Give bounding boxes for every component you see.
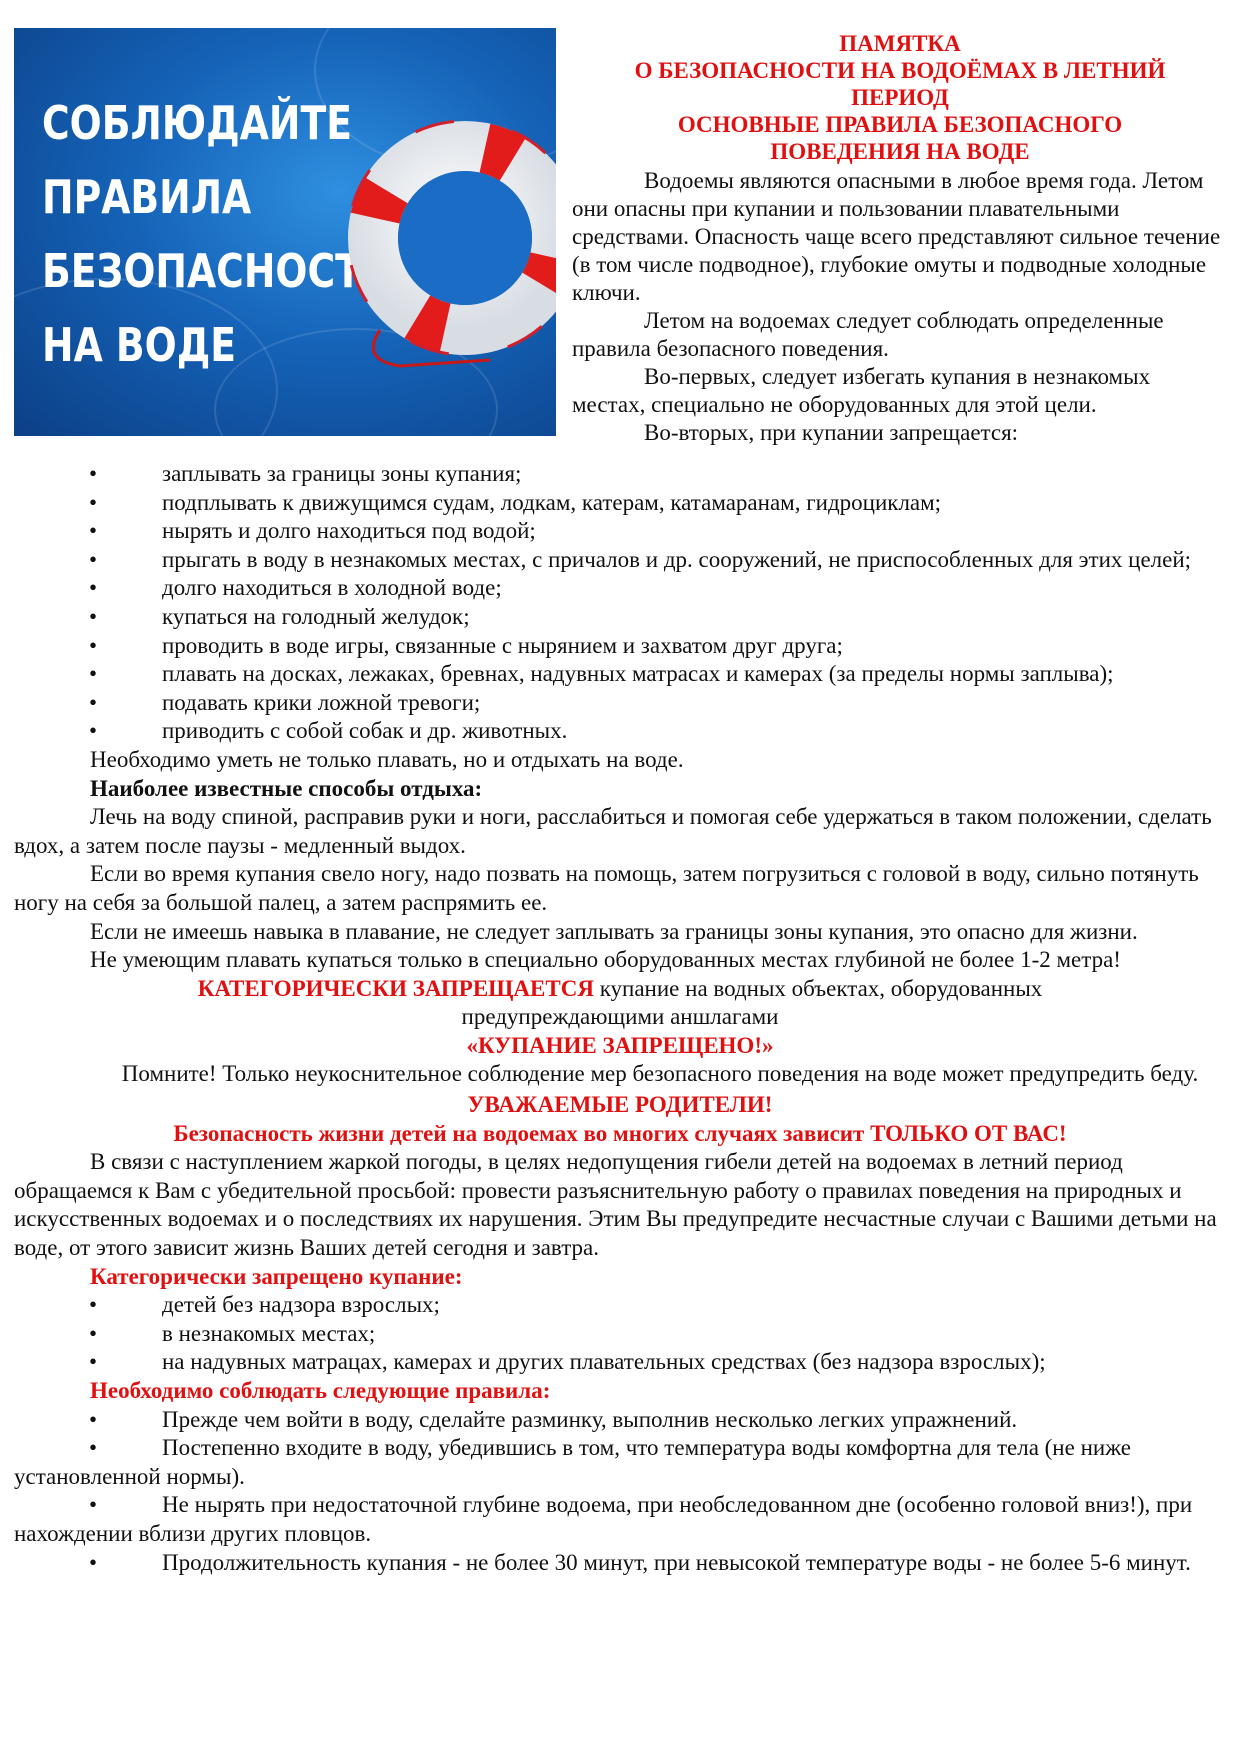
list-item-text: купаться на голодный желудок;	[162, 603, 470, 629]
prohibited-list	[14, 460, 1226, 746]
list-item	[14, 1348, 1226, 1377]
bullet: •	[89, 632, 98, 658]
list-item	[14, 689, 1226, 718]
bullet: •	[89, 1349, 98, 1375]
list-item	[14, 1491, 1226, 1548]
rest-paragraph-3: Если не имеешь навыка в плавание, не следует заплывать за границы зоны купания, это опасно для жизни.	[90, 918, 1138, 944]
rest-paragraph-1: Лечь на воду спиной, расправив руки и ноги, расслабиться и помогая себе удержаться в таком положении, сделать вдох, а затем после паузы - медленный выдох.	[14, 804, 1212, 858]
memo-subtitle-2: ПЕРИОД	[851, 85, 949, 110]
list-item	[14, 546, 1226, 575]
parents-heading: УВАЖАЕМЫЕ РОДИТЕЛИ!	[467, 1092, 773, 1118]
warning-text: купание на водных объектах, оборудованных	[593, 975, 1043, 1001]
bullet: •	[89, 689, 98, 715]
list-item	[14, 717, 1226, 746]
list-item-text: Не нырять при недостаточной глубине водоема, при необследованном дне (особенно головой вниз!), при нахождении вблизи других пловцов.	[14, 1492, 1193, 1546]
banner-line-4: НА ВОДЕ	[42, 318, 237, 372]
banner-line-1: СОБЛЮДАЙТЕ	[42, 96, 352, 150]
intro-paragraph-1: Водоемы являются опасными в любое время года. Летом они опасны при купании и пользовании плавательными средствами. Опасность чаще всего представляют сильное течение (в том числе подводное), глубокие омуты и подводные холодные ключи.	[572, 168, 1221, 305]
forbidden-heading-wrap	[14, 1263, 1226, 1292]
warning-strong: КАТЕГОРИЧЕСКИ ЗАПРЕЩАЕТСЯ	[197, 975, 594, 1001]
no-swimming-sign: «КУПАНИЕ ЗАПРЕЩЕНО!»	[466, 1032, 774, 1058]
parents-subheading: Безопасность жизни детей на водоемах во многих случаях зависит ТОЛЬКО ОТ ВАС!	[173, 1120, 1067, 1146]
list-item-text: на надувных матрацах, камерах и других плавательных средствах (без надзора взрослых);	[162, 1349, 1046, 1375]
intro-paragraph-2: Летом на водоемах следует соблюдать определенные правила безопасного поведения.	[572, 308, 1164, 361]
list-item-text: нырять и долго находиться под водой;	[162, 518, 536, 544]
list-item	[14, 1406, 1226, 1435]
list-item	[14, 603, 1226, 632]
list-item-text: Продолжительность купания - не более 30 минут, при невысокой температуре воды - не более 5-6 минут.	[162, 1549, 1191, 1575]
list-item	[14, 574, 1226, 603]
list-item-text: приводить с собой собак и др. животных.	[162, 718, 568, 744]
list-item-text: подплывать к движущимся судам, лодкам, катерам, катамаранам, гидроциклам;	[162, 489, 942, 515]
bullet: •	[89, 575, 98, 601]
banner-line-3: БЕЗОПАСНОСТИ	[42, 244, 393, 298]
list-item	[14, 1320, 1226, 1349]
rules-heading: Необходимо соблюдать следующие правила:	[90, 1378, 551, 1403]
list-item-text: прыгать в воду в незнакомых местах, с причалов и др. сооружений, не приспособленных для этих целей;	[162, 546, 1192, 572]
parents-appeal: В связи с наступлением жаркой погоды, в целях недопущения гибели детей на водоемах в летний период обращаемся к Вам с убедительной просьбой: провести разъяснительную работу о правилах поведения на природных и искусственных водоемах и о последствиях их нарушения. Этим Вы предупредите несчастные случаи с Вашими детьми на воде, от этого зависит жизнь Ваших детей сегодня и завтра.	[14, 1149, 1217, 1261]
list-item	[14, 660, 1226, 689]
bullet: •	[89, 1320, 98, 1346]
list-item	[14, 1549, 1226, 1578]
document-body	[14, 460, 1226, 1577]
memo-subtitle-1: О БЕЗОПАСНОСТИ НА ВОДОЁМАХ В ЛЕТНИЙ	[634, 58, 1166, 83]
rules-list	[14, 1406, 1226, 1578]
bullet: •	[89, 1292, 98, 1318]
list-item	[14, 1434, 1226, 1491]
intro-paragraph-3: Во-первых, следует избегать купания в незнакомых местах, специально не оборудованных для этой цели.	[572, 364, 1151, 417]
bullet: •	[89, 461, 98, 486]
list-item-text: плавать на досках, лежаках, бревнах, надувных матрасах и камерах (за пределы нормы заплыва);	[162, 661, 1114, 687]
memo-title: ПАМЯТКА	[839, 31, 961, 56]
list-item-text: в незнакомых местах;	[162, 1320, 376, 1346]
list-item	[14, 1291, 1226, 1320]
list-item-text: Постепенно входите в воду, убедившись в том, что температура воды комфортна для тела (не ниже установленной нормы).	[14, 1435, 1131, 1489]
list-item	[14, 517, 1226, 546]
list-item	[14, 460, 1226, 489]
rest-paragraph-2: Если во время купания свело ногу, надо позвать на помощь, затем погрузиться с головой в воду, сильно потянуть ногу на себя за большой палец, а затем распрямить ее.	[14, 861, 1199, 915]
list-item-text: подавать крики ложной тревоги;	[162, 689, 481, 715]
list-item-text: проводить в воде игры, связанные с нырянием и захватом друг друга;	[162, 632, 843, 658]
bullet: •	[89, 603, 98, 629]
remember-note: Помните! Только неукоснительное соблюдение мер безопасного поведения на воде может предупредить беду.	[121, 1061, 1199, 1087]
rest-heading: Наиболее известные способы отдыха:	[90, 775, 483, 801]
bullet: •	[89, 1492, 98, 1518]
water-safety-banner	[14, 28, 556, 436]
banner-line-2: ПРАВИЛА	[42, 170, 252, 224]
memo-header	[572, 30, 1228, 447]
bullet: •	[89, 1406, 98, 1432]
list-item-text: заплывать за границы зоны купания;	[162, 461, 522, 486]
warning-line-1	[14, 975, 1226, 1004]
bullet: •	[89, 661, 98, 687]
rest-heading-wrap	[14, 775, 1226, 804]
rest-intro: Необходимо уметь не только плавать, но и отдыхать на воде.	[90, 746, 684, 772]
bullet: •	[89, 1435, 98, 1461]
banner-text	[42, 86, 393, 382]
forbidden-list	[14, 1291, 1226, 1377]
list-item-text: детей без надзора взрослых;	[162, 1292, 440, 1318]
forbidden-heading: Категорически запрещено купание:	[90, 1263, 463, 1289]
rules-heading-wrap	[14, 1377, 1226, 1406]
bullet: •	[89, 518, 98, 544]
bullet: •	[89, 489, 98, 515]
intro-paragraph-4: Во-вторых, при купании запрещается:	[644, 420, 1019, 445]
list-item-text: долго находиться в холодной воде;	[162, 575, 502, 601]
list-item	[14, 632, 1226, 661]
list-item	[14, 489, 1226, 518]
bullet: •	[89, 718, 98, 744]
bullet: •	[89, 546, 98, 572]
memo-subtitle-4: ПОВЕДЕНИЯ НА ВОДЕ	[770, 139, 1030, 164]
lifebuoy-icon	[340, 120, 556, 370]
rest-paragraph-4: Не умеющим плавать купаться только в специально оборудованных местах глубиной не более 1-2 метра!	[90, 947, 1121, 973]
memo-subtitle-3: ОСНОВНЫЕ ПРАВИЛА БЕЗОПАСНОГО	[677, 112, 1123, 137]
list-item-text: Прежде чем войти в воду, сделайте разминку, выполнив несколько легких упражнений.	[162, 1406, 1018, 1432]
bullet: •	[89, 1549, 98, 1575]
warning-line-2: предупреждающими аншлагами	[461, 1004, 779, 1030]
